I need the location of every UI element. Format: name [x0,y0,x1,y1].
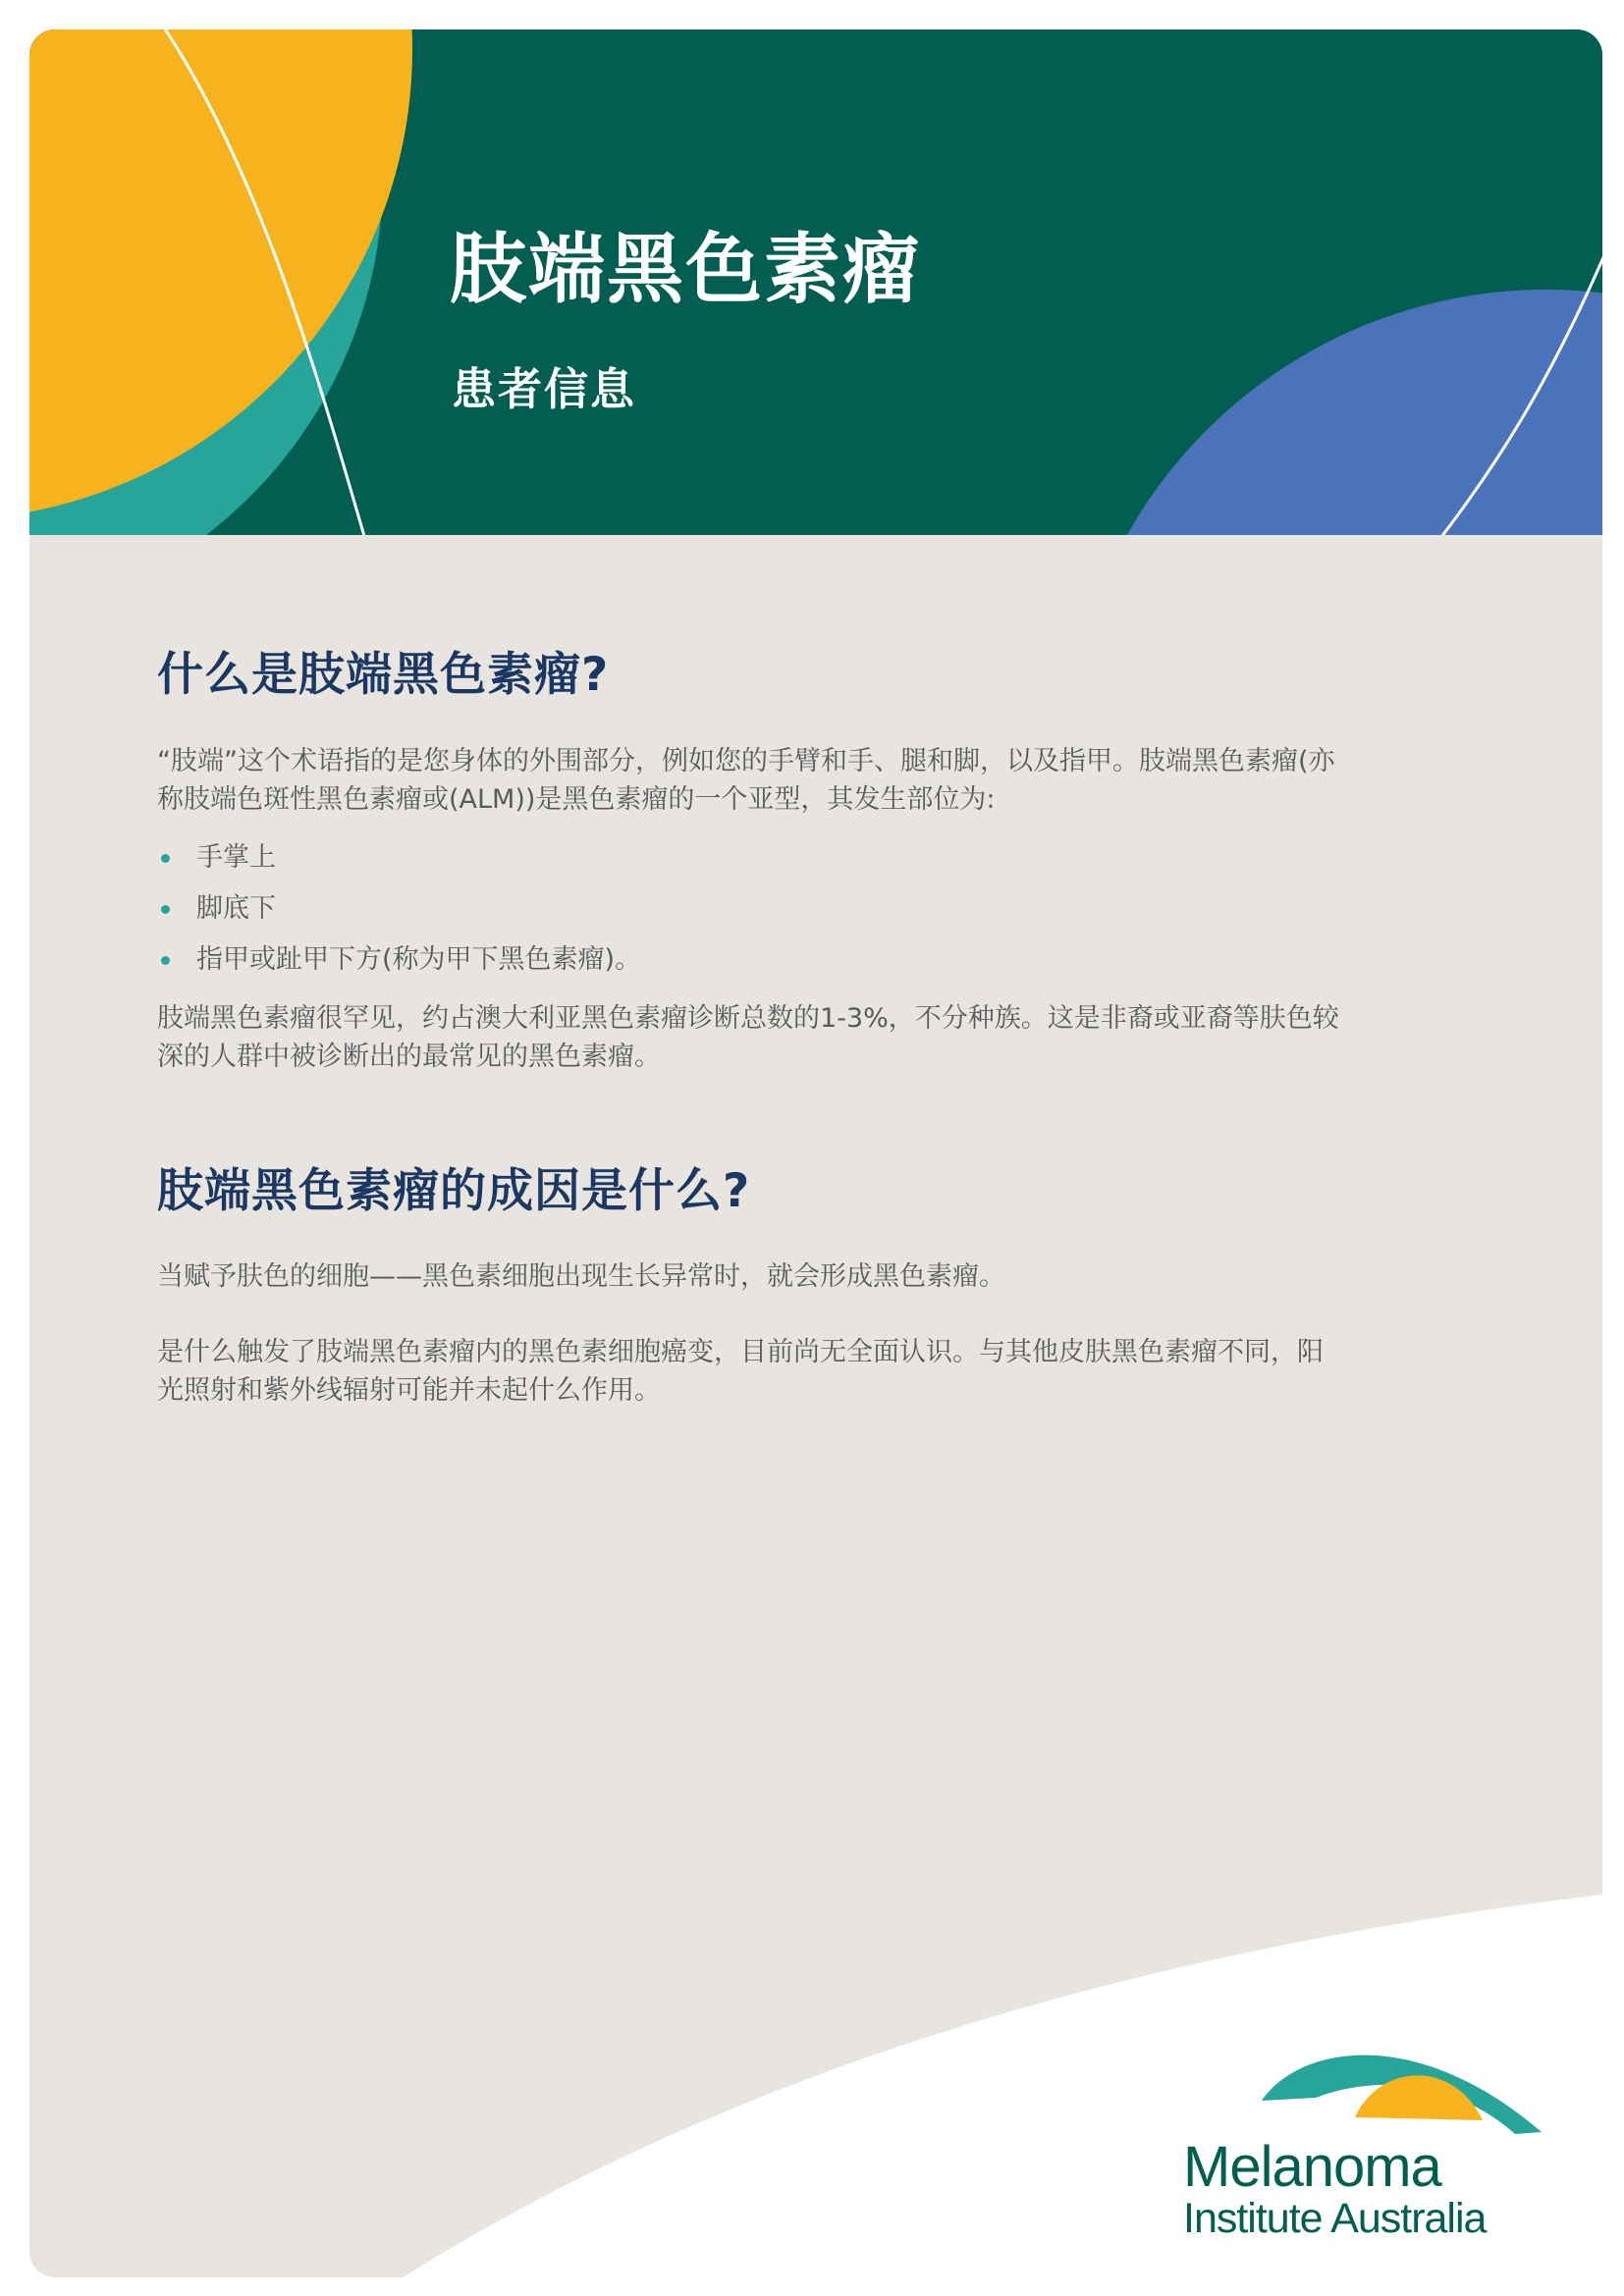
logo-text-line-1: Melanoma [1183,2135,1441,2199]
logo-arc-icon [1262,2044,1546,2137]
document-subtitle: 患者信息 [452,363,637,415]
logo-text-line-2: Institute Australia [1183,2195,1487,2242]
melanoma-institute-australia-logo [1183,2044,1576,2240]
section-what-intro: “肢端”这个术语指的是您身体的外围部分，例如您的手臂和手、腿和脚，以及指甲。肢端黑色素瘤(亦称肢端色斑性黑色素瘤或(ALM))是黑色素瘤的一个亚型，其发生部位为: [157,746,1335,816]
list-item-text: 指甲或趾甲下方(称为甲下黑色素瘤)。 [196,944,642,976]
section-heading-cause: 肢端黑色素瘤的成因是什么? [157,1164,751,1219]
section-what-outro: 肢端黑色素瘤很罕见，约占澳大利亚黑色素瘤诊断总数的1-3%，不分种族。这是非裔或亚裔等肤色较深的人群中被诊断出的最常见的黑色素瘤。 [157,1003,1339,1073]
document-page [29,29,1602,2277]
section-cause-paragraph-1: 当赋予肤色的细胞——黑色素细胞出现生长异常时，就会形成黑色素瘤。 [157,1260,1005,1292]
section-heading-what: 什么是肢端黑色素瘤? [157,648,610,702]
document-title: 肢端黑色素瘤 [450,226,922,314]
list-item-text: 手掌上 [196,842,276,874]
bottom-wave-decoration [29,29,1602,2277]
list-item-text: 脚底下 [196,893,276,925]
section-cause-paragraph-2: 是什么触发了肢端黑色素瘤内的黑色素细胞癌变，目前尚无全面认识。与其他皮肤黑色素瘤不同，阳光照射和紫外线辐射可能并未起什么作用。 [157,1336,1324,1406]
